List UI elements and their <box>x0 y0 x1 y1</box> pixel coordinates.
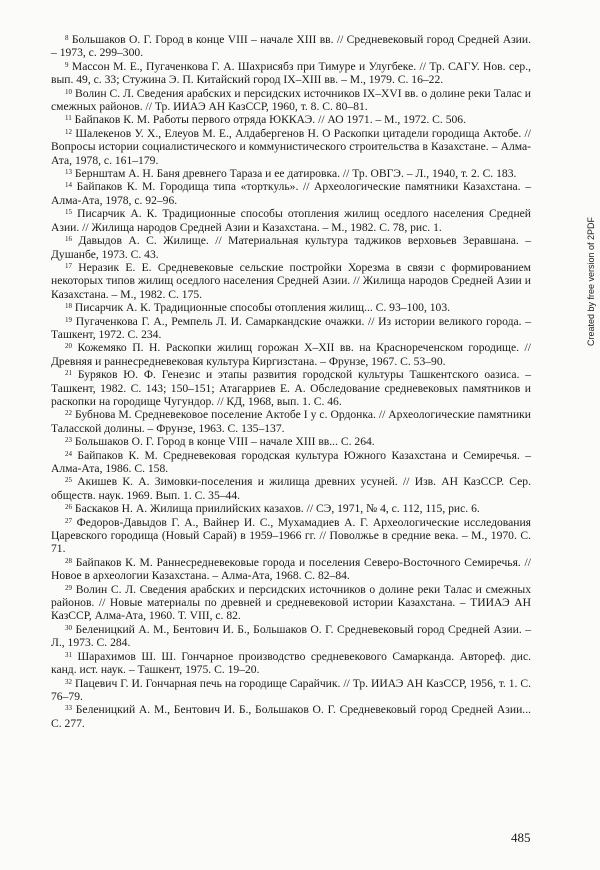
footnote <box>51 677 531 704</box>
footnote <box>51 475 531 502</box>
footnote-text: Акишев К. А. Зимовки-поселения и жилища древних усуней. // Изв. АН КазССР. Сер. обществ. наук. 1969. Вып. 1. С. 35–44. <box>51 475 531 502</box>
footnote-number: 25 <box>65 476 72 485</box>
footnote-text: Байпаков К. М. Работы первого отряда ЮККАЭ. // АО 1971. – М., 1972. С. 506. <box>74 113 466 127</box>
footnote <box>51 623 531 650</box>
footnote-text: Волин С. Л. Сведения арабских и персидских источников IX–XVI вв. о долине реки Талас и смежных районов. // Тр. ИИАЭ АН КазССР, 1960, т. 8. С. 80–81. <box>51 86 531 114</box>
footnote-number: 30 <box>65 623 72 632</box>
footnote <box>51 33 531 60</box>
footnote-text: Байпаков К. М. Раннесредневековые города и поселения Северо-Восточного Семиречья. // Новое в археологии Казахстана. – Алма-Ата, 1968. С. 82–84. <box>51 555 531 583</box>
footnote <box>51 127 531 167</box>
footnote <box>51 516 531 556</box>
footnote-number: 17 <box>65 261 72 270</box>
footnote-number: 10 <box>65 87 72 96</box>
footnote-number: 12 <box>65 127 72 136</box>
footnote <box>51 234 531 261</box>
footnote-number: 33 <box>65 704 72 713</box>
footnote <box>51 113 531 126</box>
footnote-text: Писарчик А. К. Традиционные способы отопления жилищ... С. 93–100, 103. <box>74 301 451 315</box>
page-number: 485 <box>511 830 531 845</box>
footnote-text: Пацевич Г. И. Гончарная печь на городище Сарайчик. // Тр. ИИАЭ АН КазССР, 1956, т. 1. С. 76–79. <box>51 676 531 703</box>
footnote-text: Байпаков К. М. Средневековая городская культура Южного Казахстана и Семиречья. – Алма-Ата, 1986. С. 158. <box>51 448 532 475</box>
footnote-number: 28 <box>65 556 72 565</box>
footnote <box>51 368 531 408</box>
footnote <box>51 207 531 234</box>
footnote-number: 23 <box>65 436 72 445</box>
footnote-text: Давыдов А. С. Жилище. // Материальная культура таджиков верховьев Зеравшана. – Душанбе, 1973. С. 43. <box>51 234 531 261</box>
footnote-number: 18 <box>65 302 72 311</box>
footnote-text: Кожемяко П. Н. Раскопки жилищ горожан X–XII вв. на Краснореченском городище. // Древняя и раннесредневековая культура Киргизстана. – Фрунзе, 1967. С. 53–90. <box>51 341 531 368</box>
footnote-text: Бернштам А. Н. Баня древнего Тараза и ее датировка. // Тр. ОВГЭ. – Л., 1940, т. 2. С. 183. <box>74 167 517 181</box>
footnote-number: 9 <box>65 60 69 69</box>
footnote-number: 27 <box>65 516 72 525</box>
footnote <box>51 556 531 583</box>
watermark-note: Created by free version of 2PDF <box>586 216 596 346</box>
footnote-number: 21 <box>65 369 72 378</box>
footnote-text: Большаков О. Г. Город в конце VIII – начале XIII вв. // Средневековый город Средней Азии. – 1973, с. 299–300. <box>51 33 531 60</box>
footnote-text: Неразик Е. Е. Средневековые сельские постройки Хорезма в связи с формированием некоторых типов жилищ оседлого населения Средней Азии. // Жилища народов Средней Азии и Казахстана. – М., 1982. С. 175. <box>51 260 531 301</box>
footnote-number: 24 <box>65 449 72 458</box>
footnote-number: 16 <box>65 235 72 244</box>
footnote-text: Шалекенов У. Х., Елеуов М. Е., Алдабергенов Н. О Раскопки цитадели городища Актобе. // Вопросы истории социалистического и коммунистического строительства в Казахстане. – Алма-Ата, 1978, с. 161–179. <box>51 126 531 167</box>
footnote-number: 15 <box>65 208 72 217</box>
footnote-text: Большаков О. Г. Город в конце VIII – начале XIII вв... С. 264. <box>74 435 375 449</box>
footnote <box>51 315 531 342</box>
footnote <box>51 583 531 623</box>
footnote-text: Писарчик А. К. Традиционные способы отопления жилищ оседлого населения Средней Азии. // Жилища народов Средней Азии и Казахстана. – М., 1982. С. 78, рис. 1. <box>51 207 531 234</box>
footnote-number: 8 <box>65 34 69 42</box>
footnote <box>51 408 531 435</box>
footnote-number: 22 <box>65 409 72 418</box>
footnote-number: 13 <box>65 168 72 177</box>
footnote <box>51 261 531 301</box>
footnote-number: 19 <box>65 315 72 324</box>
footnote <box>51 435 531 448</box>
footnote <box>51 60 531 87</box>
footnote <box>51 167 531 180</box>
footnote <box>51 650 531 677</box>
footnote <box>51 87 531 114</box>
footnotes <box>51 33 531 730</box>
footnote <box>51 502 531 515</box>
footnote-text: Баскаков Н. А. Жилища приилийских казахов. // СЭ, 1971, № 4, с. 112, 115, рис. 6. <box>74 502 480 516</box>
footnote-number: 11 <box>65 114 72 123</box>
footnote-number: 20 <box>65 342 72 351</box>
footnote <box>51 341 531 368</box>
footnote-text: Пугаченкова Г. А., Ремпель Л. И. Самаркандские очажки. // Из истории великого города. – Ташкент, 1972. С. 234. <box>51 314 531 341</box>
footnote-number: 26 <box>65 503 72 512</box>
footnote-text: Буряков Ю. Ф. Генезис и этапы развития городской культуры Ташкентского оазиса. – Ташкент, 1982. С. 143; 150–151; Атагарриев Е. А. Обследование средневековых памятников и раскопки на городище Чугундор. // КД, 1968, вып. 1. С. 46. <box>51 368 531 408</box>
footnote <box>51 180 531 207</box>
footnote <box>51 449 531 476</box>
footnote-number: 32 <box>65 677 72 686</box>
footnote <box>51 703 531 730</box>
footnote-text: Волин С. Л. Сведения арабских и персидских источников о долине реки Талас и смежных районов. // Новые материалы по древней и средневековой истории Казахстана. – ТИИАЭ АН КазССР, Алма-Ата, 1960. Т. VIII, с. 82. <box>51 582 531 623</box>
footnote-text: Массон М. Е., Пугаченкова Г. А. Шахрисябз при Тимуре и Улугбеке. // Тр. САГУ. Нов. сер., вып. 49, с. 33; Стужина Э. П. Китайский город IX–XIII вв. – М., 1979. С. 16–22. <box>51 59 531 87</box>
footnote-text: Бубнова М. Средневековое поселение Актобе I у с. Ордонка. // Археологические памятники Таласской долины. – Фрунзе, 1963. С. 135–137. <box>51 408 531 435</box>
footnote <box>51 301 531 314</box>
footnote-number: 29 <box>65 583 72 592</box>
footnote-text: Шарахимов Ш. Ш. Гончарное производство средневекового Самарканда. Автореф. дис. канд. ист. наук. – Ташкент, 1975. С. 19–20. <box>51 649 531 677</box>
footnote-text: Байпаков К. М. Городища типа «торткуль». // Археологические памятники Казахстана. – Алма-Ата, 1978, с. 92–96. <box>51 180 531 207</box>
footnote-text: Федоров-Давыдов Г. А., Вайнер И. С., Мухамадиев А. Г. Археологические исследования Царевского городища (Новый Сарай) в 1959–1966 гг. // Поволжье в средние века. – М., 1970. С. 71. <box>51 515 531 556</box>
footnote-text: Беленицкий А. М., Бентович И. Б., Большаков О. Г. Средневековый город Средней Азии. – Л., 1973. С. 284. <box>51 622 532 650</box>
footnote-number: 31 <box>65 650 72 659</box>
footnote-text: Беленицкий А. М., Бентович И. Б., Большаков О. Г. Средневековый город Средней Азии... С. 277. <box>51 703 531 730</box>
footnote-number: 14 <box>65 181 72 190</box>
